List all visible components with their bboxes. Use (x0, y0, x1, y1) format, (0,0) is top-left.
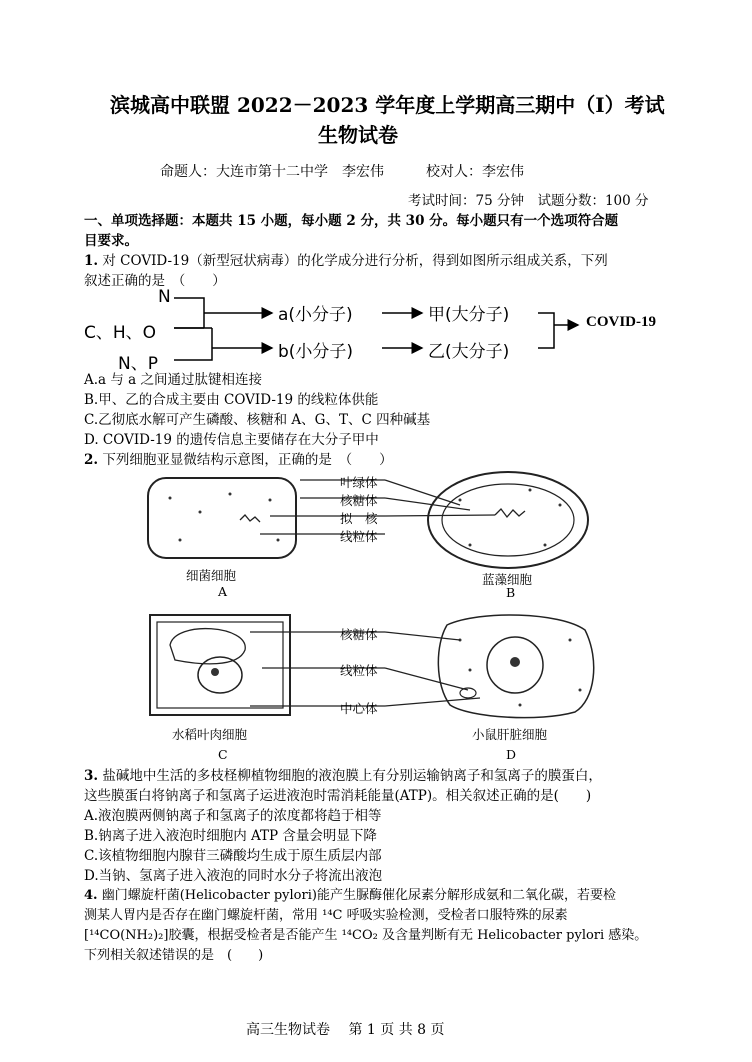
diagram-a: a(小分子) (278, 305, 353, 325)
label-centrosome: 中心体 (340, 701, 378, 716)
q4-line4: 下列相关叙述错误的是 ( ) (84, 948, 264, 963)
page-footer: 高三生物试卷 第 1 页 共 8 页 (246, 1022, 445, 1038)
label-mitochondrion-bottom: 线粒体 (340, 663, 378, 678)
section-heading: 一、单项选择题：本题共 15 小题，每小题 2 分，共 30 分。每小题只有一个选项符合题 (84, 213, 619, 229)
caption-d-name: 小鼠肝脏细胞 (472, 727, 548, 742)
q3-option-b: B.钠离子进入液泡时细胞内 ATP 含量会明显下降 (84, 828, 377, 844)
cell-c-nucleus (198, 657, 242, 693)
caption-b-letter: B (506, 585, 516, 600)
cell-c-membrane (157, 622, 283, 708)
cell-c-vacuole (170, 629, 245, 664)
label-mitochondrion-top: 线粒体 (340, 529, 378, 544)
q3-option-c: C.该植物细胞内腺苷三磷酸均生成于原生质层内部 (84, 848, 382, 864)
diagram-np: N、P (118, 354, 158, 374)
label-ribosome-top: 核糖体 (340, 493, 378, 508)
cell-b-inner (442, 484, 574, 556)
q1-option-d: D. COVID-19 的遗传信息主要储存在大分子甲中 (84, 432, 379, 448)
diagram-cho: C、H、O (84, 323, 157, 343)
q4-line2: 测某人胃内是否存在幽门螺旋杆菌，常用 ¹⁴C 呼吸实验检测，受检者口服特殊的尿素 (84, 908, 568, 923)
label-chloroplast: 叶绿体 (340, 475, 378, 490)
q4-number: 4. (84, 888, 98, 903)
diagram-b: b(小分子) (278, 342, 354, 362)
q4-line3: [¹⁴CO(NH₂)₂]胶囊，根据受检者是否能产生 ¹⁴CO₂ 及含量判断有无 Helicobacter pylori 感染。 (84, 928, 648, 943)
q3-line2: 这些膜蛋白将钠离子和氢离子运进液泡时需消耗能量(ATP)。相关叙述正确的是( ) (84, 788, 592, 804)
q3-number: 3. (84, 768, 99, 784)
diagram-jia: 甲(大分子) (428, 305, 510, 325)
q4-line1: 幽门螺旋杆菌(Helicobacter pylori)能产生脲酶催化尿素分解形成氨和二氧化碳，若要检 (101, 888, 616, 903)
q3-option-d: D.当钠、氢离子进入液泡的同时水分子将流出液泡 (84, 868, 383, 884)
q1-stem-line1: 对 COVID-19（新型冠状病毒）的化学成分进行分析，得到如图所示组成关系，下列 (102, 253, 608, 269)
label-ribosome-bottom: 核糖体 (340, 627, 378, 642)
page-title: 滨城高中联盟 2022－2023 学年度上学期高三期中（I）考试 (110, 93, 665, 117)
q3-stem (84, 766, 602, 786)
diagram-yi: 乙(大分子) (428, 342, 510, 362)
q1-number: 1. (84, 253, 99, 269)
caption-c-letter: C (218, 747, 228, 762)
exam-info: 考试时间：75 分钟 试题分数：100 分 (408, 193, 649, 209)
caption-a-name: 细菌细胞 (186, 568, 237, 583)
caption-a-letter: A (218, 584, 228, 599)
diagram-virus: COVID-19 (586, 314, 656, 330)
cell-b-outline (428, 472, 588, 568)
q4-stem (84, 886, 616, 906)
caption-b-name: 蓝藻细胞 (482, 572, 533, 587)
section-heading-cont: 目要求。 (84, 233, 138, 249)
q1-stem-line2: 叙述正确的是 （ ） (84, 273, 226, 289)
q2-stem-text: 下列细胞亚显微结构示意图，正确的是 （ ） (102, 452, 393, 468)
q1-option-a: A.a 与 a 之间通过肽键相连接 (84, 372, 263, 388)
q1-option-c: C.乙彻底水解可产生磷酸、核糖和 A、G、T、C 四种碱基 (84, 412, 431, 428)
diagram-n: N (158, 287, 171, 307)
q2-number: 2. (84, 452, 99, 468)
q1-option-b: B.甲、乙的合成主要由 COVID-19 的线粒体供能 (84, 392, 379, 408)
q3-line1: 盐碱地中生活的多枝柽柳植物细胞的液泡膜上有分别运输钠离子和氢离子的膜蛋白， (102, 768, 602, 784)
label-nucleoid: 拟 核 (340, 511, 378, 526)
page-subtitle: 生物试卷 (318, 123, 398, 147)
authors-line: 命题人：大连市第十二中学 李宏伟 校对人：李宏伟 (160, 164, 524, 180)
caption-d-letter: D (506, 747, 517, 762)
q3-option-a: A.液泡膜两侧钠离子和氢离子的浓度都将趋于相等 (84, 808, 382, 824)
caption-c-name: 水稻叶肉细胞 (172, 727, 248, 742)
cell-a-outline (148, 478, 296, 558)
